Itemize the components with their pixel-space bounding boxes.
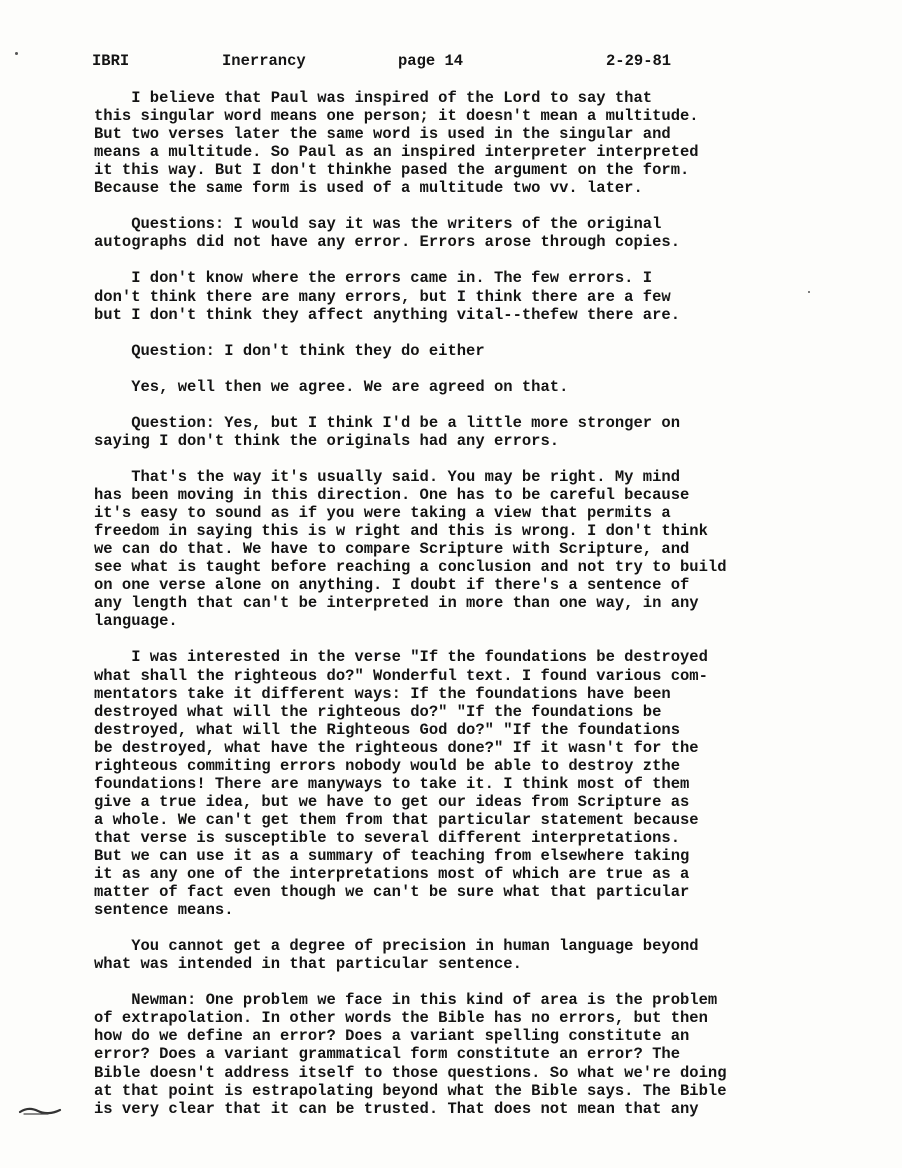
paragraph-gap: [94, 251, 854, 269]
text-line: but I don't think they affect anything vital--thefew there are.: [94, 305, 680, 324]
ink-speck: [808, 291, 810, 293]
text-line: at that point is estrapolating beyond what the Bible says. The Bible: [94, 1081, 727, 1100]
text-line: a whole. We can't get them from that particular statement because: [94, 810, 699, 829]
text-line: it this way. But I don't thinkhe pased the argument on the form.: [94, 161, 690, 180]
paragraph: [94, 378, 854, 396]
text-line: be destroyed, what have the righteous done?" If it wasn't for the: [94, 738, 699, 757]
text-line: Newman: One problem we face in this kind of area is the problem: [94, 991, 718, 1010]
paragraph-gap: [94, 197, 854, 215]
text-line: any length that can't be interpreted in more than one way, in any: [94, 594, 699, 613]
text-line: saying I don't think the originals had any errors.: [94, 431, 560, 450]
text-line: matter of fact even though we can't be sure what that particular: [94, 883, 690, 902]
paragraph: [94, 414, 854, 450]
paragraph: [94, 215, 854, 251]
paragraph-gap: [94, 396, 854, 414]
text-line: righteous commiting errors nobody would be able to destroy zthe: [94, 756, 680, 775]
text-line: sentence means.: [94, 901, 234, 920]
paragraph: [94, 991, 854, 1117]
text-line: how do we define an error? Does a variant spelling constitute an: [94, 1027, 690, 1046]
header-page-number: page 14: [398, 52, 464, 70]
paragraph: [94, 342, 854, 360]
text-line: see what is taught before reaching a conclusion and not try to build: [94, 558, 727, 577]
text-line: Question: Yes, but I think I'd be a little more stronger on: [94, 413, 680, 432]
text-line: Questions: I would say it was the writers of the original: [94, 215, 662, 234]
text-line: means a multitude. So Paul as an inspired interpreter interpreted: [94, 143, 699, 162]
header-org: IBRI: [92, 52, 130, 70]
text-line: it as any one of the interpretations most of which are true as a: [94, 865, 690, 884]
text-line: But two verses later the same word is used in the singular and: [94, 125, 671, 144]
text-line: I was interested in the verse "If the foundations be destroyed: [94, 648, 708, 667]
ink-speck: [15, 52, 18, 55]
text-line: what was intended in that particular sentence.: [94, 955, 522, 974]
text-line: on one verse alone on anything. I doubt if there's a sentence of: [94, 576, 690, 595]
text-line: mentators take it different ways: If the foundations have been: [94, 684, 671, 703]
text-line: You cannot get a degree of precision in human language beyond: [94, 937, 699, 956]
text-line: Bible doesn't address itself to those questions. So what we're doing: [94, 1063, 727, 1082]
paragraph: [94, 269, 854, 323]
paragraph-gap: [94, 919, 854, 937]
paragraph-gap: [94, 450, 854, 468]
text-line: destroyed, what will the Righteous God do?" "If the foundations: [94, 720, 680, 739]
document-body: [94, 89, 854, 1118]
text-line: Question: I don't think they do either: [94, 341, 485, 360]
text-line: give a true idea, but we have to get our ideas from Scripture as: [94, 792, 690, 811]
paragraph: [94, 468, 854, 630]
text-line: I don't know where the errors came in. The few errors. I: [94, 269, 653, 288]
text-line: autographs did not have any error. Errors arose through copies.: [94, 233, 680, 252]
text-line: freedom in saying this is w right and this is wrong. I don't think: [94, 522, 708, 541]
text-line: destroyed what will the righteous do?" "If the foundations be: [94, 702, 662, 721]
page-header: [92, 52, 812, 72]
text-line: Because the same form is used of a multitude two vv. later.: [94, 179, 643, 198]
text-line: foundations! There are manyways to take it. I think most of them: [94, 774, 690, 793]
text-line: Yes, well then we agree. We are agreed on that.: [94, 377, 569, 396]
text-line: But we can use it as a summary of teaching from elsewhere taking: [94, 846, 690, 865]
paragraph-gap: [94, 360, 854, 378]
text-line: is very clear that it can be trusted. That does not mean that any: [94, 1099, 699, 1118]
paragraph: [94, 648, 854, 919]
text-line: that verse is susceptible to several different interpretations.: [94, 828, 680, 847]
text-line: what shall the righteous do?" Wonderful text. I found various com-: [94, 666, 708, 685]
paragraph: [94, 89, 854, 197]
text-line: this singular word means one person; it doesn't mean a multitude.: [94, 107, 699, 126]
text-line: error? Does a variant grammatical form constitute an error? The: [94, 1045, 680, 1064]
paragraph: [94, 937, 854, 973]
text-line: language.: [94, 612, 178, 631]
text-line: I believe that Paul was inspired of the Lord to say that: [94, 89, 653, 107]
paragraph-gap: [94, 630, 854, 648]
header-title: Inerrancy: [222, 52, 306, 70]
margin-scribble-mark: [18, 1105, 62, 1117]
paragraph-gap: [94, 973, 854, 991]
text-line: it's easy to sound as if you were taking a view that permits a: [94, 504, 671, 523]
text-line: we can do that. We have to compare Scripture with Scripture, and: [94, 540, 690, 559]
header-date: 2-29-81: [606, 52, 672, 70]
text-line: has been moving in this direction. One has to be careful because: [94, 486, 690, 505]
text-line: That's the way it's usually said. You may be right. My mind: [94, 467, 680, 486]
text-line: of extrapolation. In other words the Bible has no errors, but then: [94, 1009, 708, 1028]
text-line: don't think there are many errors, but I think there are a few: [94, 287, 671, 306]
paragraph-gap: [94, 324, 854, 342]
